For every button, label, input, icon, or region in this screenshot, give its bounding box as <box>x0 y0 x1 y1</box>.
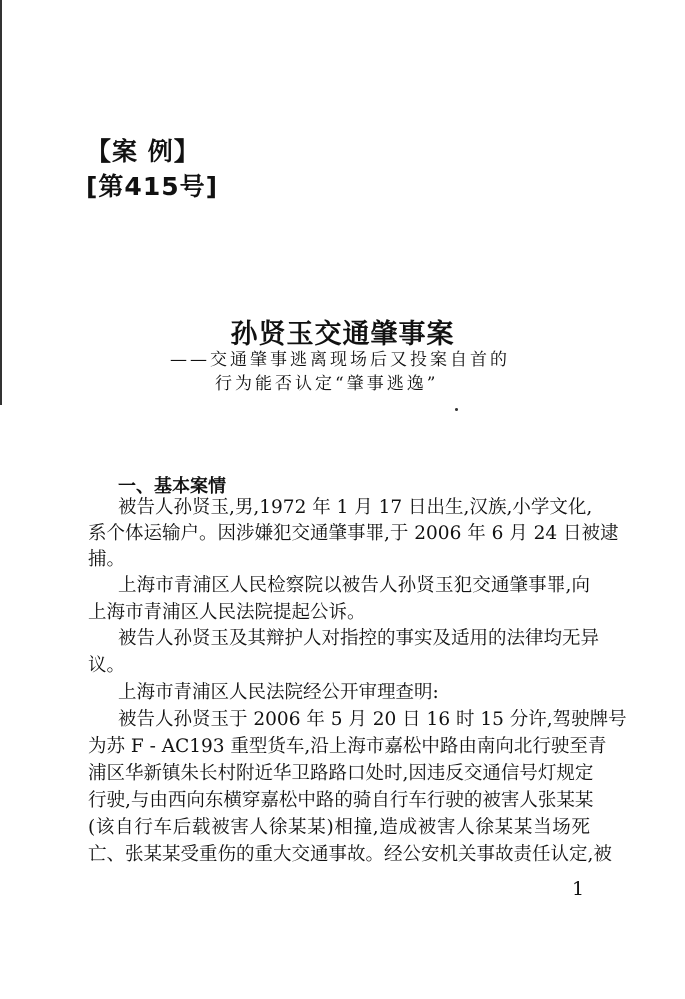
scan-speck <box>455 408 458 411</box>
body-line: 系个体运输户。因涉嫌犯交通肇事罪,于 2006 年 6 月 24 日被逮 <box>88 523 619 544</box>
body-line: 浦区华新镇朱长村附近华卫路路口处时,因违反交通信号灯规定 <box>88 763 594 784</box>
body-line: 亡、张某某受重伤的重大交通事故。经公安机关事故责任认定,被 <box>88 844 612 865</box>
body-line: 捕。 <box>88 549 126 570</box>
body-line: 上海市青浦区人民检察院以被告人孙贤玉犯交通肇事罪,向 <box>118 575 590 596</box>
body-line: 上海市青浦区人民法院经公开审理查明: <box>118 682 439 703</box>
subtitle-line-2: 行为能否认定“肇事逃逸” <box>215 374 439 394</box>
body-line: 被告人孙贤玉,男,1972 年 1 月 17 日出生,汉族,小学文化, <box>118 497 593 518</box>
section-heading: 一、基本案情 <box>118 476 226 497</box>
case-number: [第415号] <box>86 172 219 201</box>
case-label: 【案 例】 <box>86 137 200 166</box>
body-line: 议。 <box>88 655 126 676</box>
document-title: 孙贤玉交通肇事案 <box>230 319 455 350</box>
body-line: 上海市青浦区人民法院提起公诉。 <box>88 602 366 623</box>
body-line: 被告人孙贤玉及其辩护人对指控的事实及适用的法律均无异 <box>118 628 600 649</box>
page-number: 1 <box>572 878 585 900</box>
subtitle-line-1: ——交通肇事逃离现场后又投案自首的 <box>170 350 510 370</box>
body-line: 被告人孙贤玉于 2006 年 5 月 20 日 16 时 15 分许,驾驶牌号 <box>118 709 627 730</box>
body-line: (该自行车后载被害人徐某某)相撞,造成被害人徐某某当场死 <box>88 817 590 838</box>
body-line: 行驶,与由西向东横穿嘉松中路的骑自行车行驶的被害人张某某 <box>88 790 594 811</box>
body-line: 为苏 F - AC193 重型货车,沿上海市嘉松中路由南向北行驶至青 <box>88 736 607 757</box>
